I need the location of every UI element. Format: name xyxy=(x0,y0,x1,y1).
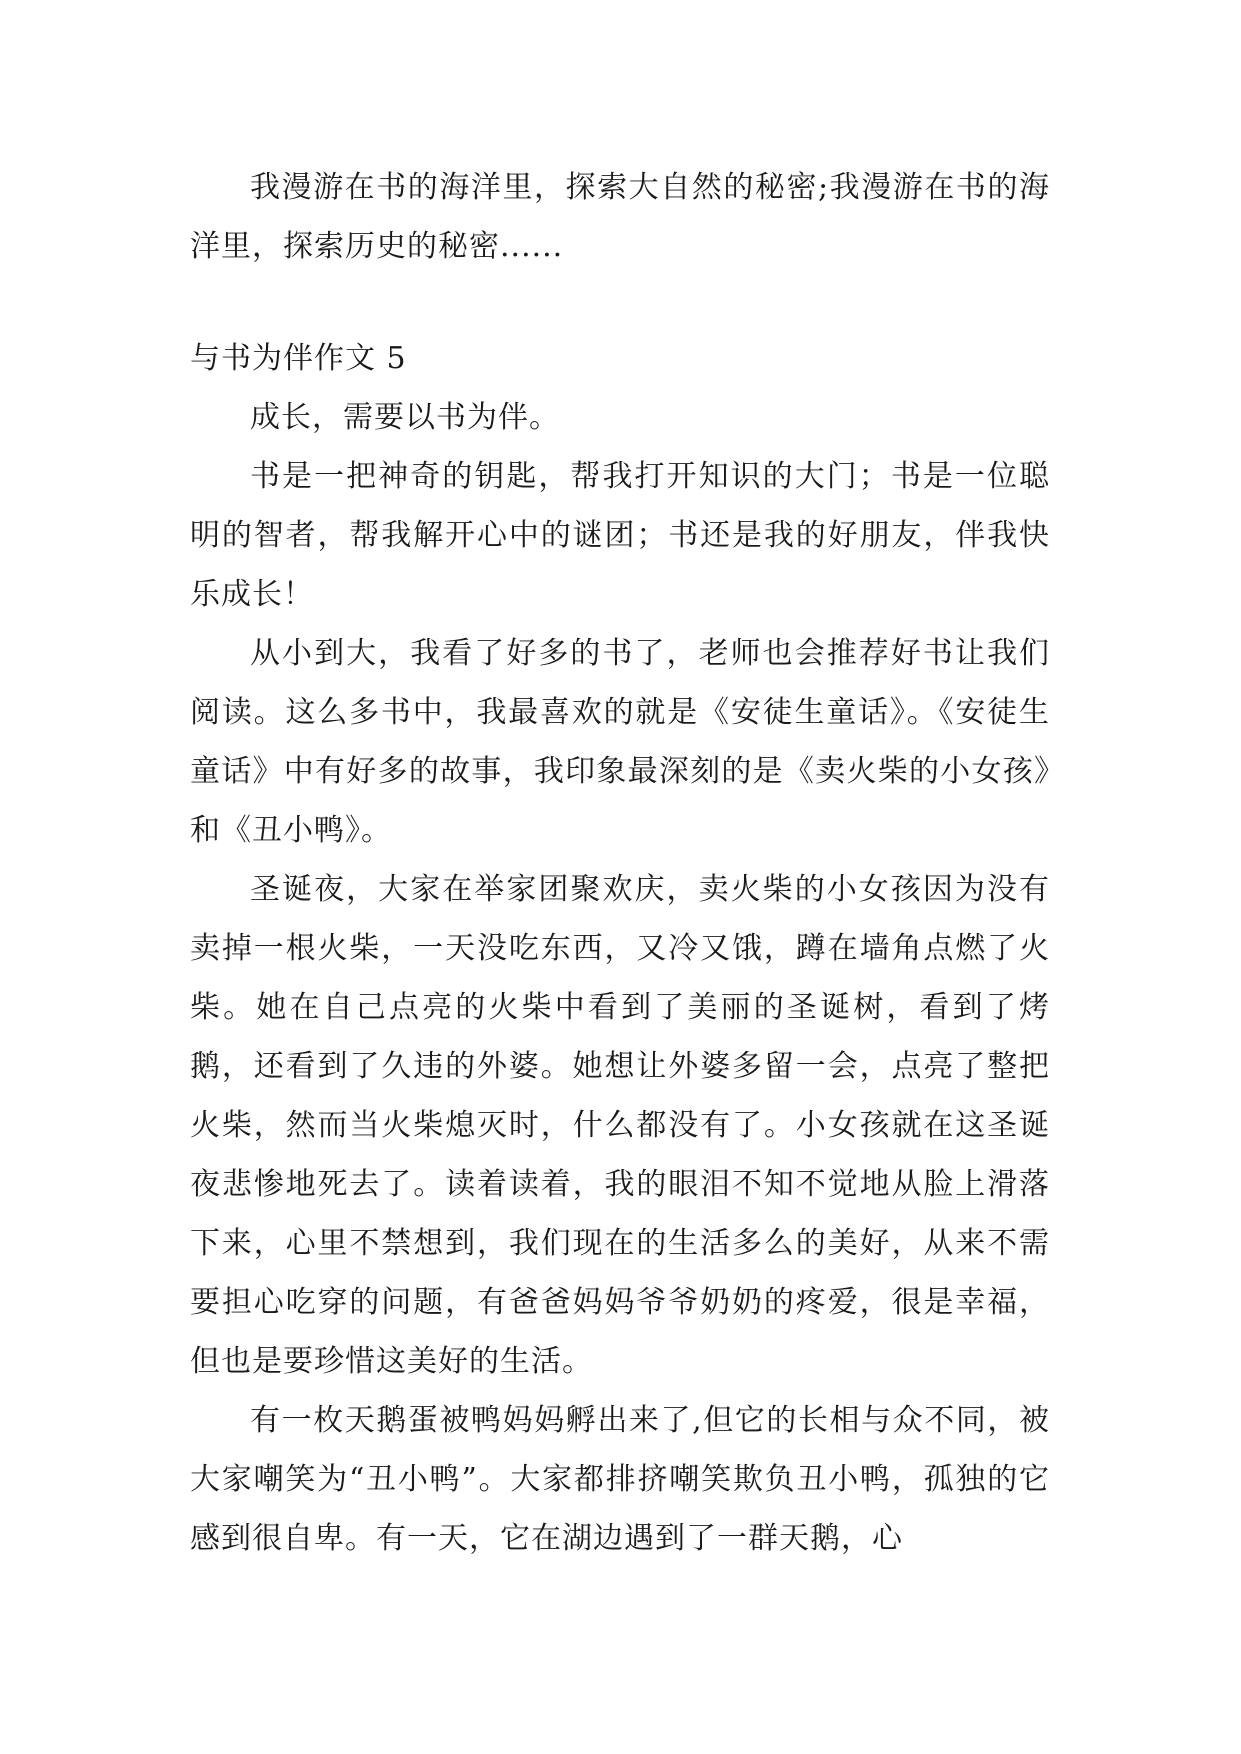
paragraph-1: 成长，需要以书为伴。 xyxy=(250,400,560,435)
paragraph-4: 圣诞夜，大家在举家团聚欢庆，卖火柴的小女孩因为没有卖掉一根火柴，一天没吃东西，又冷又饿，蹲在墙角点燃了火柴。她在自己点亮的火柴中看到了美丽的圣诞树，看到了烤鹅，还看到了久违的外婆。她想让外婆多留一会，点亮了整把火柴，然而当火柴熄灭时，什么都没有了。小女孩就在这圣诞夜悲惨地死去了。读着读着，我的眼泪不知不觉地从脸上滑落下来，心里不禁想到，我们现在的生活多么的美好，从来不需要担心吃穿的问题，有爸爸妈妈爷爷奶奶的疼爱，很是幸福，但也是要珍惜这美好的生活。 xyxy=(190,872,1050,1379)
paragraph-3: 从小到大，我看了好多的书了，老师也会推荐好书让我们阅读。这么多书中，我最喜欢的就是《安徒生童话》。《安徒生童话》中有好多的故事，我印象最深刻的是《卖火柴的小女孩》和《丑小鸭》。 xyxy=(190,636,1050,848)
paragraph-2: 书是一把神奇的钥匙，帮我打开知识的大门；书是一位聪明的智者，帮我解开心中的谜团；书还是我的好朋友，伴我快乐成长！ xyxy=(190,459,1050,612)
intro-paragraph: 我漫游在书的海洋里，探索大自然的秘密;我漫游在书的海洋里，探索历史的秘密...... xyxy=(190,170,1050,264)
paragraph-5: 有一枚天鹅蛋被鸭妈妈孵出来了,但它的长相与众不同，被大家嘲笑为“丑小鸭”。大家都排挤嘲笑欺负丑小鸭，孤独的它感到很自卑。有一天，它在湖边遇到了一群天鹅，心 xyxy=(190,1403,1050,1556)
section-title: 与书为伴作文 5 xyxy=(190,341,407,376)
document-page xyxy=(190,158,1050,1568)
section-gap xyxy=(190,276,1050,329)
